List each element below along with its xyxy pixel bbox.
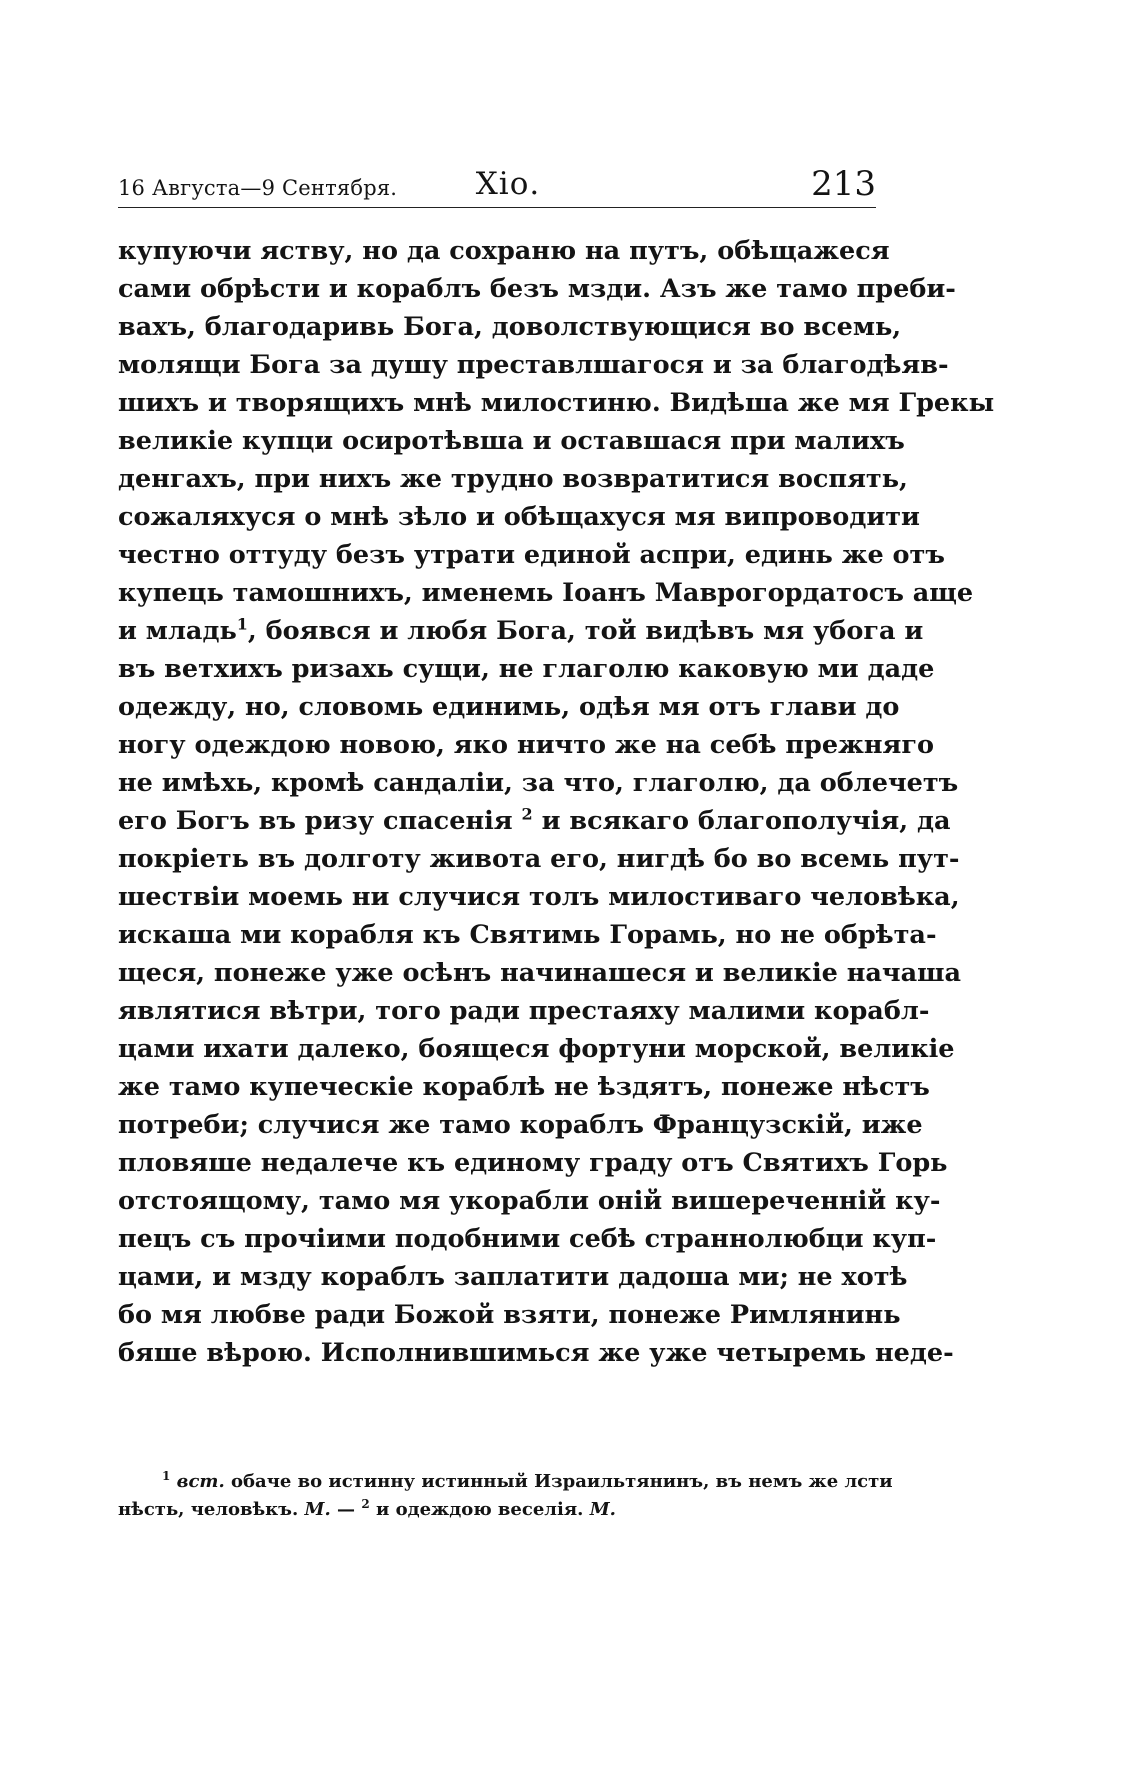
text-line: денгахъ, при нихъ же трудно возвратитися воспять, [118,464,908,494]
running-header [118,158,876,208]
text-line: шествіи моемь ни случися толъ милостиваго человѣка, [118,882,960,912]
footnote-marker-1: 1 [236,614,248,634]
text-line: бяше вѣрою. Исполнившимься же уже четыремь неде- [118,1338,954,1368]
text-segment: , боявся и любя Бога, той видѣвъ мя убога и [247,616,924,646]
footnote-line-1 [118,1468,893,1496]
text-line-with-footnote-1 [118,612,924,650]
text-line: купуючи яству, но да сохраню на путъ, обѣщажеся [118,236,890,266]
footnote-1-source: М. [304,1499,331,1520]
header-title: Хіо. [475,166,541,202]
text-segment: его Богъ въ ризу спасенія [118,806,513,836]
footnote-1-text: обаче во истинну истинный Израильтянинъ, въ немъ же лсти [231,1471,893,1492]
text-line-with-footnote-2 [118,802,951,840]
text-line: же тамо купеческіе кораблѣ не ѣздятъ, понеже нѣстъ [118,1072,930,1102]
footnote-separator: — [337,1499,356,1520]
main-text [118,232,995,1372]
text-line: не имѣхь, кромѣ сандаліи, за что, глаголю, да облечетъ [118,768,959,798]
text-line: шихъ и творящихъ мнѣ милостиню. Видѣша же мя Грекы [118,388,995,418]
text-line: являтися вѣтри, того ради престаяху малими корабл- [118,996,930,1026]
text-segment: и всякаго благополучія, да [541,806,951,836]
text-line: щеся, понеже уже осѣнъ начинашеся и великіе начаша [118,958,962,988]
text-line: пецъ съ прочіими подобними себѣ страннолюбци куп- [118,1224,937,1254]
page-number: 213 [811,164,876,204]
text-line: искаша ми корабля къ Святимь Горамь, но не обрѣта- [118,920,937,950]
footnotes [118,1468,893,1524]
text-line: бо мя любве ради Божой взяти, понеже Римлянинь [118,1300,901,1330]
text-line: вахъ, благодаривь Бога, доволствующися во всемь, [118,312,902,342]
footnote-1-marker: 1 [162,1469,171,1483]
header-rule [118,207,876,208]
text-line: въ ветхихъ ризахь сущи, не глаголю каковую ми даде [118,654,935,684]
text-segment: и младь [118,616,237,646]
text-line: купець тамошнихъ, именемь Іоанъ Маврогордатосъ аще [118,578,974,608]
text-line: ногу одеждою новою, яко ничто же на себѣ прежняго [118,730,934,760]
footnote-line-2 [118,1496,876,1524]
text-line: цами ихати далеко, боящеся фортуни морской, великіе [118,1034,955,1064]
text-line: одежду, но, словомь единимь, одѣя мя отъ глави до [118,692,900,722]
text-line: великіе купци осиротѣвша и оставшася при малихъ [118,426,905,456]
header-date-range: 16 Августа—9 Сентября. [118,176,398,200]
text-line: сожаляхуся о мнѣ зѣло и обѣщахуся мя випроводити [118,502,920,532]
footnote-marker-2: 2 [521,804,533,824]
text-line: покріеть въ долготу живота его, нигдѣ бо во всемь пут- [118,844,960,874]
footnote-1-reference: вст. [176,1471,225,1492]
footnote-2-source: М. [589,1499,616,1520]
footnote-2-text: и одеждою веселія. [375,1499,584,1520]
text-line: отстоящому, тамо мя укорабли оній вишереченній ку- [118,1186,941,1216]
footnote-2-marker: 2 [361,1497,370,1511]
text-line: честно оттуду безъ утрати единой аспри, единь же отъ [118,540,945,570]
text-line: молящи Бога за душу преставлшагося и за благодѣяв- [118,350,949,380]
text-line: сами обрѣсти и кораблъ безъ мзди. Азъ же тамо преби- [118,274,956,304]
text-line: потреби; случися же тамо кораблъ Французскій, иже [118,1110,923,1140]
text-line: пловяше недалече къ единому граду отъ Святихъ Горь [118,1148,948,1178]
text-line: цами, и мзду кораблъ заплатити дадоша ми; не хотѣ [118,1262,908,1292]
footnote-1-text-continued: нѣсть, человѣкъ. [118,1499,299,1520]
